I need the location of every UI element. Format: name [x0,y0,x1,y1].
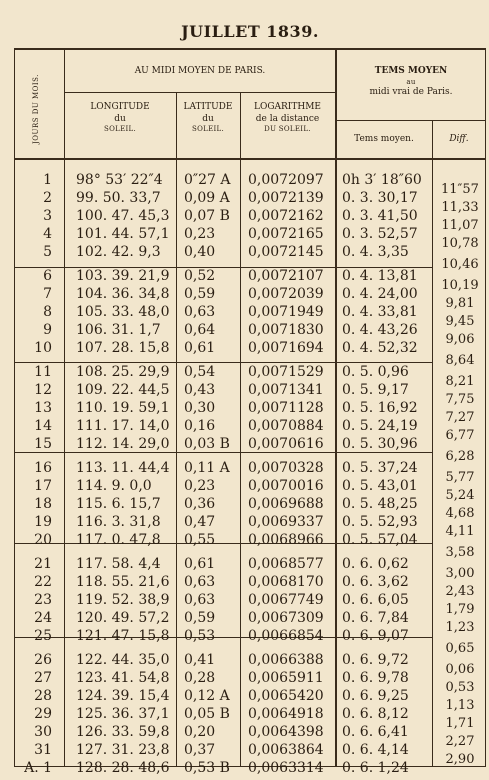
longitude-cell: 112. 14. 29,0 [76,436,170,452]
latitude-cell: 0,16 [184,418,216,434]
longitude-cell: 107. 28. 15,8 [76,340,170,356]
latitude-cell: 0,63 [184,304,216,320]
tems-moyen-cell: 0. 5. 52,93 [342,514,418,530]
diff-cell: 9,81 [445,296,475,311]
latitude-cell: 0,43 [184,382,216,398]
day-cell: 5 [43,244,52,260]
longitude-cell: 124. 39. 15,4 [76,688,170,704]
diff-cell: 0,53 [445,680,475,695]
diff-cell: 11,33 [441,200,479,215]
tems-moyen-cell: 0. 3. 30,17 [342,190,418,206]
tems-moyen-cell: 0. 5. 0,96 [342,364,409,380]
longitude-cell: 119. 52. 38,9 [76,592,170,608]
tems-moyen-cell: 0. 4. 52,32 [342,340,418,356]
diff-cell: 7,75 [445,392,475,407]
diff-cell: 2,27 [445,734,475,749]
tems-moyen-cell: 0. 5. 16,92 [342,400,418,416]
tems-moyen-cell: 0. 4. 13,81 [342,268,418,284]
header-longitude [64,102,176,134]
logarithm-cell: 0,0063864 [248,742,324,758]
longitude-cell: 102. 42. 9,3 [76,244,161,260]
tems-moyen-cell: 0. 5. 48,25 [342,496,418,512]
longitude-cell: 117. 58. 4,4 [76,556,161,572]
latitude-cell: 0,12 A [184,688,230,704]
col-divider-day [64,48,65,767]
tems-moyen-cell: 0h 3′ 18″60 [342,172,422,188]
day-cell: 18 [34,496,52,512]
diff-cell: 1,23 [445,620,475,635]
latitude-cell: 0,59 [184,610,216,626]
page-title: JUILLET 1839. [181,22,319,41]
col-divider-lon [176,92,177,767]
latitude-cell: 0,36 [184,496,216,512]
logarithm-cell: 0,0072162 [248,208,324,224]
day-cell: 19 [34,514,52,530]
day-cell: 21 [34,556,52,572]
longitude-cell: 108. 25. 29,9 [76,364,170,380]
rule-group-3 [14,452,432,453]
day-cell: 20 [34,532,52,548]
day-cell: 22 [34,574,52,590]
day-cell: 8 [43,304,52,320]
header-longitude-line2: du [114,113,126,124]
col-divider-lat [240,92,241,767]
tems-moyen-cell: 0. 5. 57,04 [342,532,418,548]
latitude-cell: 0,23 [184,226,216,242]
longitude-cell: 114. 9. 0,0 [76,478,152,494]
logarithm-cell: 0,0071694 [248,340,324,356]
header-latitude-line3: SOLEIL. [191,125,225,134]
longitude-cell: 105. 33. 48,0 [76,304,170,320]
latitude-cell: 0,63 [184,592,216,608]
latitude-cell: 0,28 [184,670,216,686]
day-cell: 30 [34,724,52,740]
diff-cell: 8,21 [445,374,475,389]
logarithm-cell: 0,0069337 [248,514,324,530]
logarithm-cell: 0,0070016 [248,478,324,494]
tems-moyen-cell: 0. 3. 41,50 [342,208,418,224]
logarithm-cell: 0,0071529 [248,364,324,380]
latitude-cell: 0,59 [184,286,216,302]
rule-header-bottom [14,158,486,160]
diff-cell: 1,71 [445,716,475,731]
tems-moyen-cell: 0. 3. 52,57 [342,226,418,242]
tems-moyen-cell: 0. 4. 3,35 [342,244,409,260]
day-cell: 23 [34,592,52,608]
diff-cell: 2,43 [445,584,475,599]
longitude-cell: 122. 44. 35,0 [76,652,170,668]
logarithm-cell: 0,0072097 [248,172,324,188]
tems-moyen-cell: 0. 6. 9,72 [342,652,409,668]
header-log-line2: de la distance [255,113,320,124]
latitude-cell: 0,20 [184,724,216,740]
day-cell: 24 [34,610,52,626]
tems-moyen-cell: 0. 5. 30,96 [342,436,418,452]
day-cell: 1 [43,172,52,188]
header-tems-moyen: Tems moyen. [354,134,414,144]
logarithm-cell: 0,0065911 [248,670,324,686]
latitude-cell: 0,41 [184,652,216,668]
header-midi-moyen: AU MIDI MOYEN DE PARIS. [134,66,266,76]
logarithm-cell: 0,0068170 [248,574,324,590]
logarithm-cell: 0,0071830 [248,322,324,338]
day-cell: 31 [34,742,52,758]
tems-moyen-cell: 0. 4. 24,00 [342,286,418,302]
header-latitude-line1: LATITUDE [183,102,233,112]
day-cell: 17 [34,478,52,494]
longitude-cell: 104. 36. 34,8 [76,286,170,302]
logarithm-cell: 0,0071341 [248,382,324,398]
tems-moyen-cell: 0. 6. 6,41 [342,724,409,740]
tems-moyen-cell: 0. 6. 9,07 [342,628,409,644]
day-cell: 12 [34,382,52,398]
day-cell: 14 [34,418,52,434]
diff-cell: 10,19 [441,278,479,293]
logarithm-cell: 0,0067749 [248,592,324,608]
col-divider-tm [432,120,433,767]
longitude-cell: 128. 28. 48,6 [76,760,170,776]
latitude-cell: 0,11 A [184,460,230,476]
rule-group-2 [14,362,432,363]
header-log-line3: DU SOLEIL. [264,125,311,134]
logarithm-cell: 0,0072107 [248,268,324,284]
diff-cell: 10,46 [441,257,479,272]
longitude-cell: 99. 50. 33,7 [76,190,161,206]
latitude-cell: 0,54 [184,364,216,380]
header-jours: JOURS DU MOIS. [32,74,40,144]
logarithm-cell: 0,0068966 [248,532,324,548]
logarithm-cell: 0,0071949 [248,304,324,320]
diff-cell: 5,24 [445,488,475,503]
diff-cell: 5,77 [445,470,475,485]
tems-moyen-cell: 0. 6. 4,14 [342,742,409,758]
latitude-cell: 0,05 B [184,706,230,722]
logarithm-cell: 0,0072165 [248,226,324,242]
longitude-cell: 125. 36. 37,1 [76,706,170,722]
tems-moyen-cell: 0. 6. 6,05 [342,592,409,608]
diff-cell: 8,64 [445,353,475,368]
tems-moyen-cell: 0. 5. 9,17 [342,382,409,398]
latitude-cell: 0,53 B [184,760,230,776]
day-cell: 15 [34,436,52,452]
day-cell: 13 [34,400,52,416]
day-cell: 10 [34,340,52,356]
diff-cell: 0,06 [445,662,475,677]
tems-moyen-cell: 0. 5. 37,24 [342,460,418,476]
tems-moyen-cell: 0. 6. 7,84 [342,610,409,626]
latitude-cell: 0,61 [184,340,216,356]
latitude-cell: 0,03 B [184,436,230,452]
diff-cell: 0,65 [445,641,475,656]
latitude-cell: 0,53 [184,628,216,644]
diff-cell: 6,28 [445,449,475,464]
logarithm-cell: 0,0072145 [248,244,324,260]
latitude-cell: 0,07 B [184,208,230,224]
day-cell: 28 [34,688,52,704]
logarithm-cell: 0,0064918 [248,706,324,722]
diff-cell: 3,00 [445,566,475,581]
longitude-cell: 113. 11. 44,4 [76,460,170,476]
tems-moyen-cell: 0. 5. 43,01 [342,478,418,494]
tems-moyen-cell: 0. 6. 1,24 [342,760,409,776]
diff-cell: 3,58 [445,545,475,560]
longitude-cell: 123. 41. 54,8 [76,670,170,686]
diff-cell: 11″57 [441,182,479,197]
header-latitude-line2: du [202,113,214,124]
logarithm-cell: 0,0072039 [248,286,324,302]
longitude-cell: 118. 55. 21,6 [76,574,170,590]
logarithm-cell: 0,0064398 [248,724,324,740]
longitude-cell: 127. 31. 23,8 [76,742,170,758]
logarithm-cell: 0,0063314 [248,760,324,776]
diff-cell: 4,11 [445,524,475,539]
logarithm-cell: 0,0072139 [248,190,324,206]
latitude-cell: 0,23 [184,478,216,494]
longitude-cell: 115. 6. 15,7 [76,496,161,512]
logarithm-cell: 0,0066854 [248,628,324,644]
longitude-cell: 121. 47. 15,8 [76,628,170,644]
logarithm-cell: 0,0066388 [248,652,324,668]
logarithm-cell: 0,0071128 [248,400,324,416]
diff-cell: 9,06 [445,332,475,347]
longitude-cell: 109. 22. 44,5 [76,382,170,398]
header-diff: Diff. [449,134,469,144]
header-tems-line1: TEMS MOYEN [374,66,448,76]
tems-moyen-cell: 0. 6. 3,62 [342,574,409,590]
latitude-cell: 0″27 A [184,172,231,188]
header-log-line1: LOGARITHME [253,102,321,112]
diff-cell: 1,79 [445,602,475,617]
header-tems-moyen-group [336,66,486,98]
longitude-cell: 98° 53′ 22″4 [76,172,163,188]
rule-under-tems [336,120,486,121]
latitude-cell: 0,37 [184,742,216,758]
day-cell: 9 [43,322,52,338]
tems-moyen-cell: 0. 4. 43,26 [342,322,418,338]
rule-header-top [14,48,486,50]
header-longitude-line1: LONGITUDE [90,102,150,112]
day-cell: 16 [34,460,52,476]
day-cell: 2 [43,190,52,206]
day-cell: 25 [34,628,52,644]
header-tems-line3: midi vrai de Paris. [369,86,453,97]
longitude-cell: 101. 44. 57,1 [76,226,170,242]
logarithm-cell: 0,0070884 [248,418,324,434]
latitude-cell: 0,64 [184,322,216,338]
diff-cell: 11,07 [441,218,479,233]
tems-moyen-cell: 0. 6. 9,25 [342,688,409,704]
day-cell: A. 1 [24,760,52,776]
day-cell: 29 [34,706,52,722]
longitude-cell: 110. 19. 59,1 [76,400,170,416]
latitude-cell: 0,52 [184,268,216,284]
longitude-cell: 117. 0. 47,8 [76,532,161,548]
logarithm-cell: 0,0070328 [248,460,324,476]
latitude-cell: 0,55 [184,532,216,548]
header-latitude [176,102,240,134]
latitude-cell: 0,61 [184,556,216,572]
logarithm-cell: 0,0069688 [248,496,324,512]
rule-under-midi [64,92,336,93]
col-divider-log [335,48,337,767]
longitude-cell: 126. 33. 59,8 [76,724,170,740]
day-cell: 7 [43,286,52,302]
diff-cell: 1,13 [445,698,475,713]
header-logarithme [240,102,335,134]
day-cell: 4 [43,226,52,242]
day-cell: 27 [34,670,52,686]
day-cell: 26 [34,652,52,668]
logarithm-cell: 0,0070616 [248,436,324,452]
tems-moyen-cell: 0. 5. 24,19 [342,418,418,434]
longitude-cell: 100. 47. 45,3 [76,208,170,224]
longitude-cell: 106. 31. 1,7 [76,322,161,338]
day-cell: 11 [34,364,52,380]
diff-cell: 10,78 [441,236,479,251]
diff-cell: 7,27 [445,410,475,425]
logarithm-cell: 0,0065420 [248,688,324,704]
header-longitude-line3: SOLEIL. [103,125,137,134]
longitude-cell: 103. 39. 21,9 [76,268,170,284]
diff-cell: 4,68 [445,506,475,521]
diff-cell: 9,45 [445,314,475,329]
latitude-cell: 0,63 [184,574,216,590]
latitude-cell: 0,47 [184,514,216,530]
longitude-cell: 120. 49. 57,2 [76,610,170,626]
latitude-cell: 0,40 [184,244,216,260]
day-cell: 6 [43,268,52,284]
latitude-cell: 0,30 [184,400,216,416]
diff-cell: 2,90 [445,752,475,767]
day-cell: 3 [43,208,52,224]
tems-moyen-cell: 0. 6. 8,12 [342,706,409,722]
longitude-cell: 111. 17. 14,0 [76,418,170,434]
latitude-cell: 0,09 A [184,190,230,206]
tems-moyen-cell: 0. 6. 9,78 [342,670,409,686]
longitude-cell: 116. 3. 31,8 [76,514,161,530]
tems-moyen-cell: 0. 6. 0,62 [342,556,409,572]
logarithm-cell: 0,0067309 [248,610,324,626]
header-tems-line2: au [406,77,416,86]
tems-moyen-cell: 0. 4. 33,81 [342,304,418,320]
logarithm-cell: 0,0068577 [248,556,324,572]
diff-cell: 6,77 [445,428,475,443]
